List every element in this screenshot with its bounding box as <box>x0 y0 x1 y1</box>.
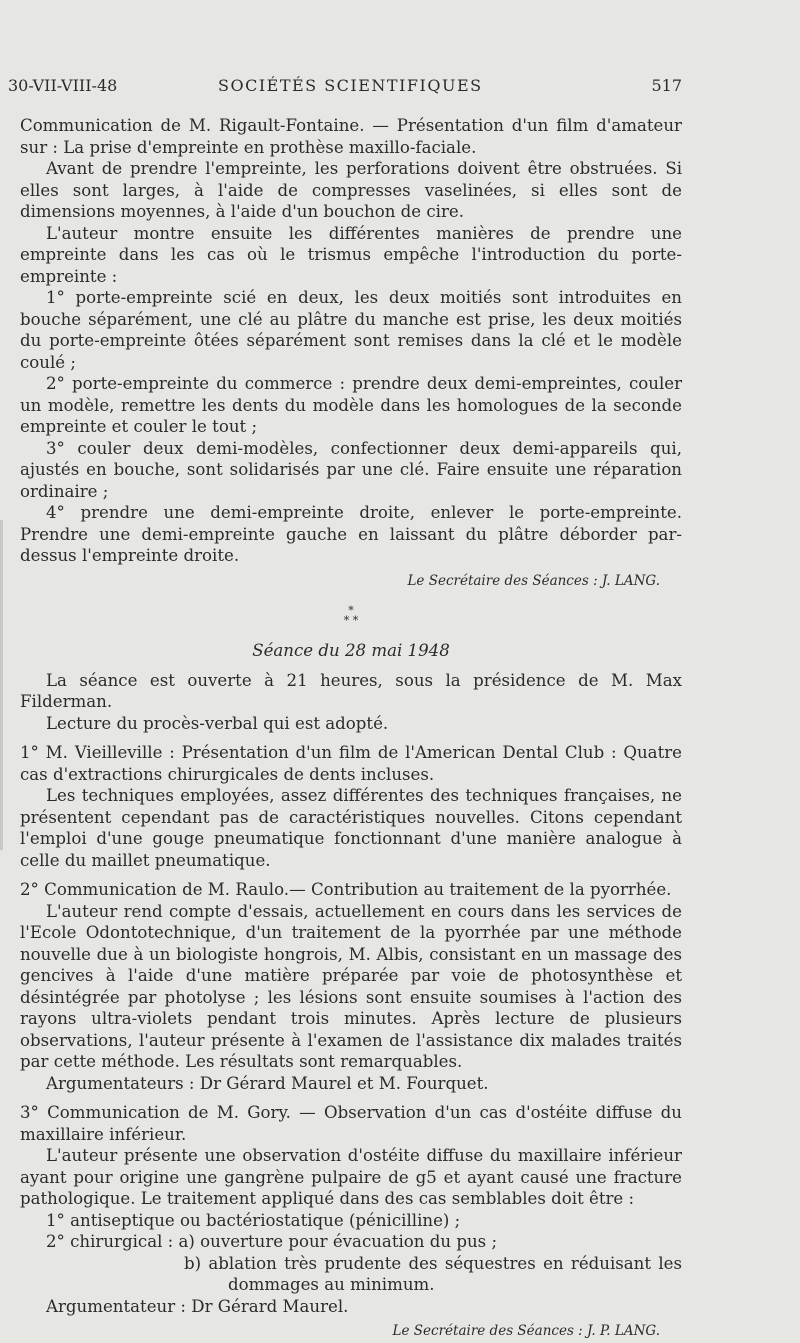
item-1-body: Les techniques employées, assez différentes des techniques françaises, ne présentent cependant pas de caractéristiques nouvelles. Citons cependant l'emploi d'une gouge pneumatique fonctionnant d'une manière analogue à celle du maillet pneumatique. <box>20 786 682 870</box>
margin-shadow <box>0 520 3 850</box>
running-header <box>8 76 682 100</box>
intro-list-item: 3° couler deux demi-modèles, confectionner deux demi-appareils qui, ajustés en bouche, sont solidarisés par une clé. Faire ensuite une réparation ordinaire ; <box>20 438 682 501</box>
intro-paragraph: Avant de prendre l'empreinte, les perforations doivent être obstruées. Si elles sont larges, à l'aide de compresses vaselinées, si elles sont de dimensions moyennes, à l'aide d'un bouchon de cire. <box>20 159 682 221</box>
item-3-body: L'auteur présente une observation d'ostéite diffuse du maxillaire inférieur ayant pour origine une gangrène pulpaire de g5 et ayant causé une fracture pathologique. Le traitement appliqué dans des cas semblables doit être : <box>20 1146 682 1208</box>
star-bottom: * * <box>343 614 359 627</box>
item-1-head: 1° M. Vieilleville : Présentation d'un film de l'American Dental Club : Quatre cas d'extractions chirurgicales de dents incluses. <box>20 743 682 784</box>
section-separator <box>20 606 682 626</box>
intro-list-item: 4° prendre une demi-empreinte droite, enlever le porte-empreinte. Prendre une demi-empreinte gauche en laissant du plâtre déborder par-dessus l'empreinte droite. <box>20 503 682 565</box>
item-2-argumentateurs: Argumentateurs : Dr Gérard Maurel et M. Fourquet. <box>46 1073 489 1093</box>
item-2-body: L'auteur rend compte d'essais, actuellement en cours dans les services de l'Ecole Odontotechnique, d'un traitement de la pyorrhée par une méthode nouvelle due à un biologiste hongrois, M. Albis, consistant en un massage des gencives à l'aide d'une matière préparée par voie de photosynthèse et désintégrée par photolyse ; les lésions sont ensuite soumises à l'action des rayons ultra-violets pendant trois minutes. Après lecture de plusieurs observations, l'auteur présente à l'examen de l'assistance dix malades traités par cette méthode. Les résultats sont remarquables. <box>20 901 682 1071</box>
page-number: 517 <box>651 76 682 95</box>
intro-communication: Communication de M. Rigault-Fontaine. — Présentation d'un film d'amateur sur : La prise d'empreinte en prothèse maxillo-faciale. <box>20 116 682 157</box>
item-3-argumentateur: Argumentateur : Dr Gérard Maurel. <box>46 1296 349 1316</box>
intro-paragraph: L'auteur montre ensuite les différentes manières de prendre une empreinte dans les cas où le trismus empêche l'introduction du porte-empreinte : <box>20 223 682 286</box>
intro-list-item: 1° porte-empreinte scié en deux, les deux moitiés sont introduites en bouche séparément, une clé au plâtre du manche est prise, les deux moitiés du porte-empreinte ôtées séparément sont remises dans la clé et le modèle coulé ; <box>20 288 682 372</box>
header-date: 30-VII-VIII-48 <box>8 76 118 95</box>
item-3-list-item: 1° antiseptique ou bactériostatique (pénicilline) ; <box>46 1210 461 1230</box>
seance-opening: La séance est ouverte à 21 heures, sous la présidence de M. Max Filderman. <box>20 670 682 711</box>
page-body <box>20 115 682 1343</box>
header-title: SOCIÉTÉS SCIENTIFIQUES <box>218 76 483 95</box>
item-2-head: 2° Communication de M. Raulo.— Contribution au traitement de la pyorrhée. <box>20 880 672 899</box>
star-top: * <box>348 604 354 617</box>
secretary-signature-2: Le Secrétaire des Séances : J. P. LANG. <box>392 1323 660 1339</box>
intro-list-item: 2° porte-empreinte du commerce : prendre deux demi-empreintes, couler un modèle, remettre les dents du modèle dans les homologues de la seconde empreinte et couler le tout ; <box>20 374 682 436</box>
item-3-sub-item: b) ablation très prudente des séquestres en réduisant les dommages au minimum. <box>184 1253 682 1294</box>
seance-minutes: Lecture du procès-verbal qui est adopté. <box>46 713 389 733</box>
item-3-head: 3° Communication de M. Gory. — Observation d'un cas d'ostéite diffuse du maxillaire inférieur. <box>20 1103 682 1144</box>
secretary-signature: Le Secrétaire des Séances : J. LANG. <box>407 572 660 589</box>
item-3-list-item: 2° chirurgical : a) ouverture pour évacuation du pus ; <box>46 1232 498 1251</box>
seance-title: Séance du 28 mai 1948 <box>252 641 450 660</box>
